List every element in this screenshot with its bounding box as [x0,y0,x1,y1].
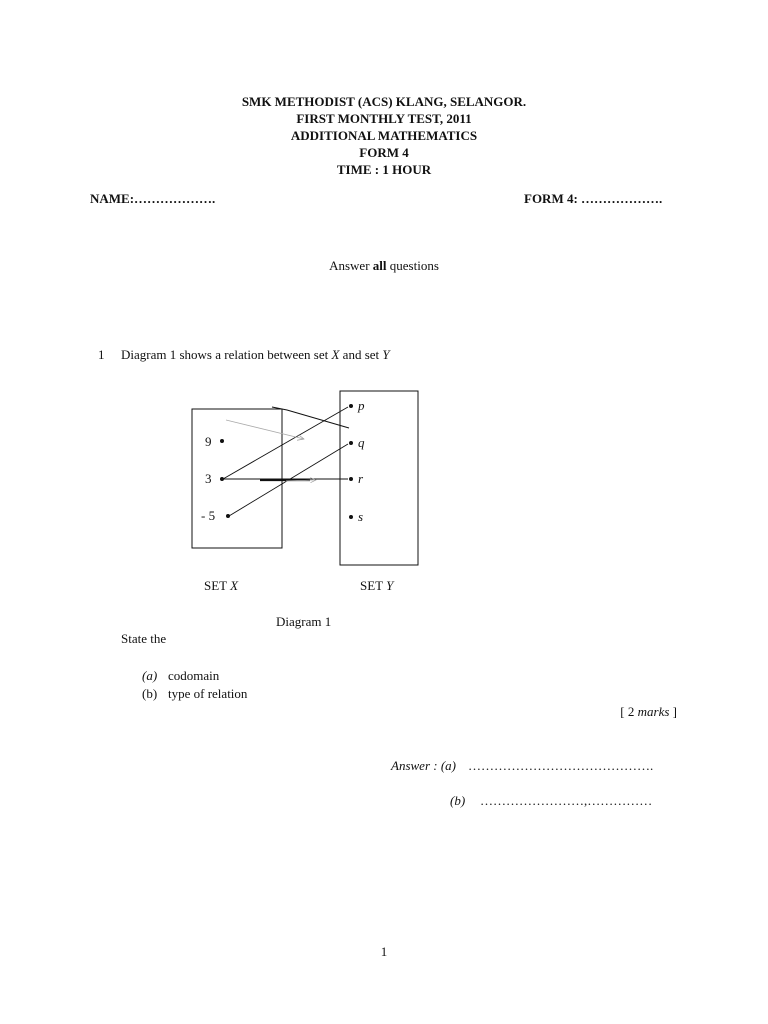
school-name: SMK METHODIST (ACS) KLANG, SELANGOR. [241,94,527,109]
part-b-label: (b) [142,686,158,701]
dot-y-s [349,515,353,519]
state-the: State the [121,631,167,646]
set-y-name-inline: Y [382,347,390,362]
set-x-name: X [230,578,239,593]
crossed-line [272,407,349,428]
dot-y-p [349,404,353,408]
answer-a-line[interactable]: ……………………………………. [468,758,654,773]
question-text-middle: and set [339,347,383,362]
form-field: FORM 4: ………………. [524,191,663,206]
y-element-p: p [358,398,365,413]
question-number: 1 [98,347,105,362]
answer-b-line[interactable]: ……………………,…………… [480,793,653,808]
name-field: NAME:………………. [90,191,216,206]
time-title: TIME : 1 HOUR [336,162,432,177]
dot-y-q [349,441,353,445]
marks-close: ] [669,704,677,719]
x-element-3: 3 [205,471,212,486]
page-number: 1 [380,944,388,959]
instruction-emphasis: all [372,258,387,273]
y-element-q: q [358,435,365,450]
arrow-3-to-p [223,407,348,479]
set-x-prefix: SET [204,578,231,593]
y-element-r: r [358,471,364,486]
set-y-prefix: SET [360,578,387,593]
x-element-9: 9 [205,434,212,449]
marks-open: [ 2 [620,704,638,719]
answer-label: Answer : (a) [391,758,456,773]
answer-b-label: (b) [450,793,466,808]
marks-word: marks [637,704,670,719]
form-title: FORM 4 [359,145,409,160]
part-b-text: type of relation [168,686,248,701]
set-y-label [360,578,393,594]
subject-title: ADDITIONAL MATHEMATICS [290,128,478,143]
part-a-text: codomain [168,668,220,683]
set-y-name: Y [386,578,394,593]
set-x-name-inline: X [331,347,340,362]
dot-x-9 [220,439,224,443]
part-a-label: (a) [142,668,158,683]
test-title: FIRST MONTHLY TEST, 2011 [296,111,472,126]
x-element-neg5: - 5 [201,508,216,523]
question-text-prefix: Diagram 1 shows a relation between set [121,347,332,362]
faint-arrow-1 [226,420,304,439]
instruction-prefix: Answer [329,258,373,273]
y-element-s: s [358,509,364,524]
instruction-suffix: questions [386,258,439,273]
marks [620,704,677,720]
diagram-caption: Diagram 1 [276,614,332,629]
set-x-label [204,578,238,594]
dot-y-r [349,477,353,481]
